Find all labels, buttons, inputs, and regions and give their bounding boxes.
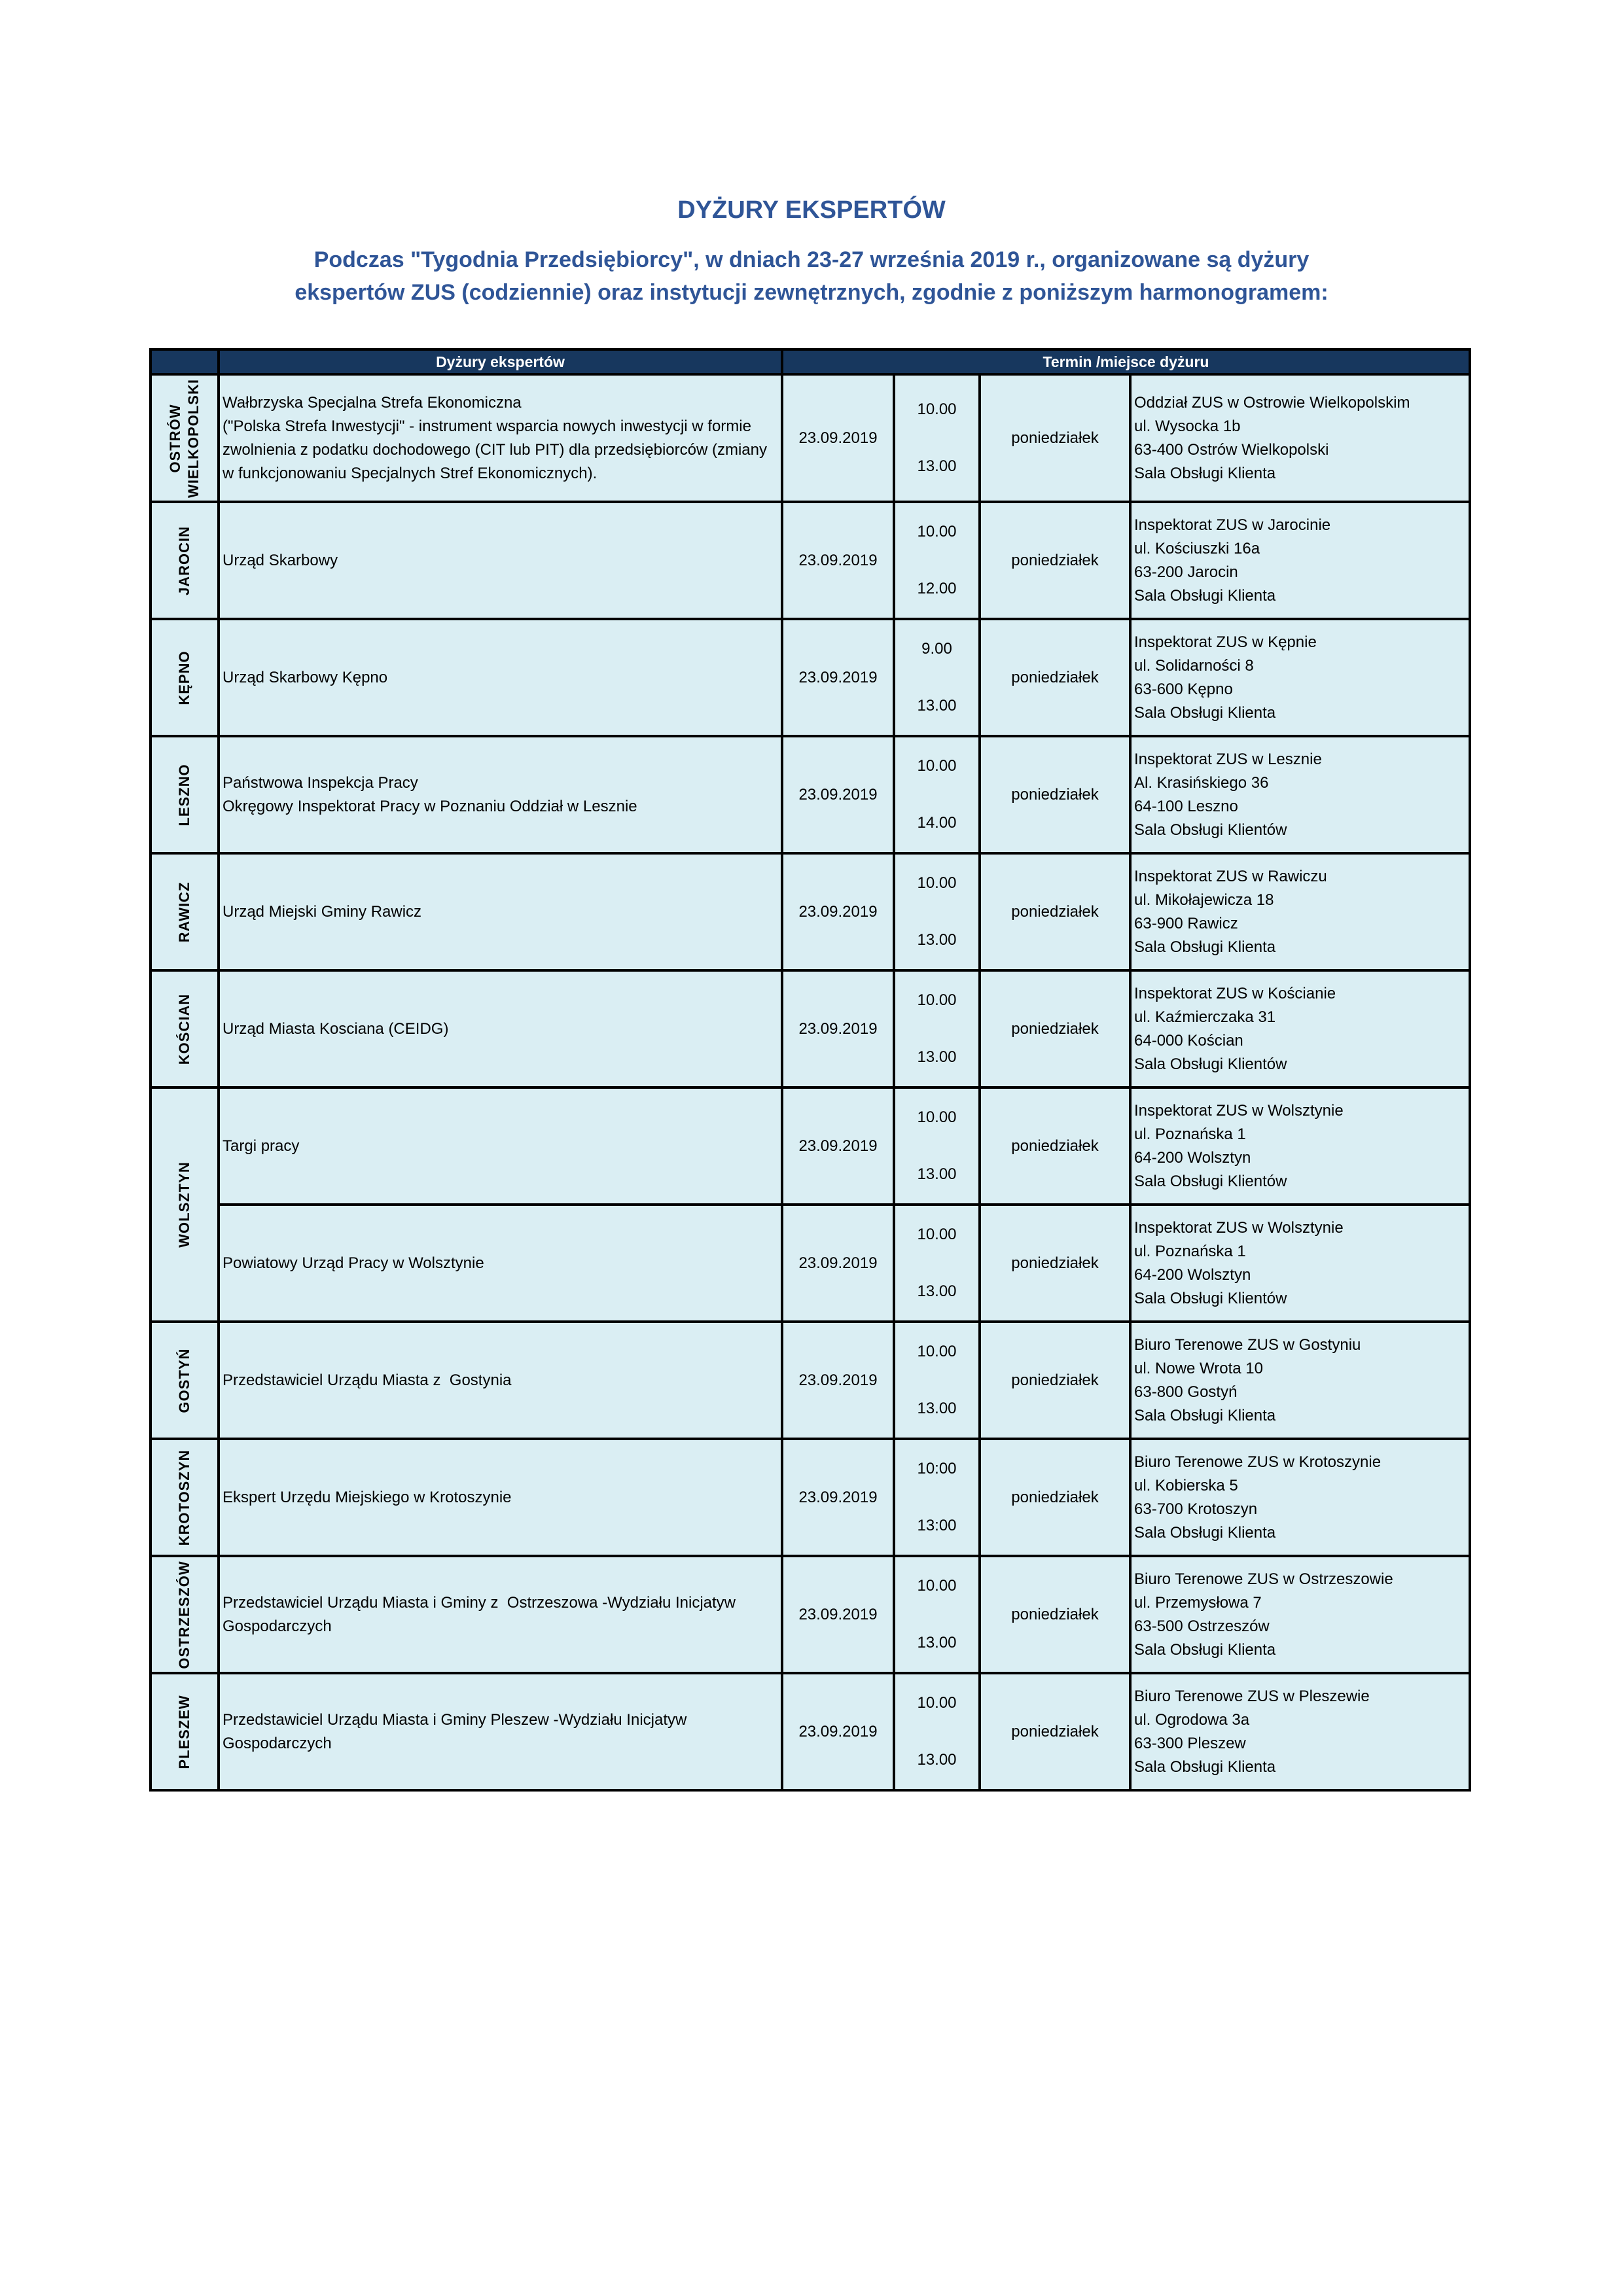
time-cell xyxy=(894,1439,980,1556)
expert-cell: Powiatowy Urząd Pracy w Wolsztynie xyxy=(219,1205,782,1322)
region-label: KĘPNO xyxy=(176,650,192,705)
time-cell xyxy=(894,1556,980,1673)
region-label: OSTRZESZÓW xyxy=(176,1560,192,1669)
term-header: Termin /miejsce dyżuru xyxy=(782,349,1470,374)
day-cell: poniedziałek xyxy=(980,1556,1130,1673)
region-label: LESZNO xyxy=(176,763,192,826)
experts-header: Dyżury ekspertów xyxy=(219,349,782,374)
expert-cell: Urząd Miejski Gminy Rawicz xyxy=(219,853,782,970)
time-cell xyxy=(894,970,980,1087)
page-title: DYŻURY EKSPERTÓW xyxy=(677,196,946,224)
day-cell: poniedziałek xyxy=(980,1439,1130,1556)
location-cell: Inspektorat ZUS w Lesznie Al. Krasińskiego 36 64-100 Leszno Sala Obsługi Klientów xyxy=(1130,736,1470,853)
time-from: 10.00 xyxy=(917,874,957,892)
time-cell xyxy=(894,374,980,502)
date-cell: 23.09.2019 xyxy=(782,1673,894,1790)
date-cell: 23.09.2019 xyxy=(782,1322,894,1439)
region-label: KOŚCIAN xyxy=(176,993,192,1065)
expert-cell: Urząd Skarbowy xyxy=(219,502,782,619)
time-cell xyxy=(894,502,980,619)
location-cell: Inspektorat ZUS w Rawiczu ul. Mikołajewicza 18 63-900 Rawicz Sala Obsługi Klienta xyxy=(1130,853,1470,970)
expert-cell: Urząd Miasta Kosciana (CEIDG) xyxy=(219,970,782,1087)
date-cell: 23.09.2019 xyxy=(782,1439,894,1556)
region-cell xyxy=(151,1439,219,1556)
time-cell xyxy=(894,1673,980,1790)
table-row xyxy=(151,1205,1470,1322)
day-cell: poniedziałek xyxy=(980,374,1130,502)
date-cell: 23.09.2019 xyxy=(782,970,894,1087)
date-cell: 23.09.2019 xyxy=(782,1205,894,1322)
time-cell xyxy=(894,853,980,970)
day-cell: poniedziałek xyxy=(980,619,1130,736)
expert-cell: Przedstawiciel Urządu Miasta z Gostynia xyxy=(219,1322,782,1439)
location-cell: Biuro Terenowe ZUS w Pleszewie ul. Ogrodowa 3a 63-300 Pleszew Sala Obsługi Klienta xyxy=(1130,1673,1470,1790)
location-cell: Inspektorat ZUS w Kościanie ul. Kaźmierczaka 31 64-000 Kościan Sala Obsługi Klientów xyxy=(1130,970,1470,1087)
time-to: 13.00 xyxy=(917,931,957,949)
date-cell: 23.09.2019 xyxy=(782,1556,894,1673)
region-header xyxy=(151,349,219,374)
time-to: 13.00 xyxy=(917,697,957,715)
region-cell xyxy=(151,619,219,736)
time-to: 13.00 xyxy=(917,1634,957,1651)
date-cell: 23.09.2019 xyxy=(782,502,894,619)
table-row xyxy=(151,853,1470,970)
location-cell: Biuro Terenowe ZUS w Ostrzeszowie ul. Przemysłowa 7 63-500 Ostrzeszów Sala Obsługi Klienta xyxy=(1130,1556,1470,1673)
expert-cell: Państwowa Inspekcja Pracy Okręgowy Inspektorat Pracy w Poznaniu Oddział w Lesznie xyxy=(219,736,782,853)
region-cell xyxy=(151,1673,219,1790)
time-from: 10.00 xyxy=(917,400,957,418)
day-cell: poniedziałek xyxy=(980,1673,1130,1790)
time-from: 10.00 xyxy=(917,1343,957,1360)
region-cell xyxy=(151,736,219,853)
table-row xyxy=(151,1556,1470,1673)
time-from: 10.00 xyxy=(917,757,957,775)
day-cell: poniedziałek xyxy=(980,1087,1130,1205)
time-from: 10:00 xyxy=(917,1460,957,1477)
region-cell xyxy=(151,970,219,1087)
expert-cell: Przedstawiciel Urządu Miasta i Gminy Pleszew -Wydziału Inicjatyw Gospodarczych xyxy=(219,1673,782,1790)
region-cell xyxy=(151,502,219,619)
table-row xyxy=(151,1087,1470,1205)
time-to: 13.00 xyxy=(917,1282,957,1300)
date-cell: 23.09.2019 xyxy=(782,1087,894,1205)
region-label: WOLSZTYN xyxy=(176,1161,192,1248)
location-cell: Oddział ZUS w Ostrowie Wielkopolskim ul. Wysocka 1b 63-400 Ostrów Wielkopolski Sala Obsługi Klienta xyxy=(1130,374,1470,502)
time-to: 12.00 xyxy=(917,580,957,597)
region-label: JAROCIN xyxy=(176,525,192,595)
date-cell: 23.09.2019 xyxy=(782,374,894,502)
time-to: 14.00 xyxy=(917,814,957,832)
time-cell xyxy=(894,736,980,853)
expert-cell: Ekspert Urzędu Miejskiego w Krotoszynie xyxy=(219,1439,782,1556)
time-cell xyxy=(894,1205,980,1322)
location-cell: Biuro Terenowe ZUS w Gostyniu ul. Nowe Wrota 10 63-800 Gostyń Sala Obsługi Klienta xyxy=(1130,1322,1470,1439)
table-row xyxy=(151,1673,1470,1790)
day-cell: poniedziałek xyxy=(980,1322,1130,1439)
time-from: 10.00 xyxy=(917,1226,957,1243)
time-from: 10.00 xyxy=(917,1108,957,1126)
time-from: 10.00 xyxy=(917,1577,957,1595)
region-cell xyxy=(151,853,219,970)
subtitle-line-1: Podczas "Tygodnia Przedsiębiorcy", w dniach 23-27 września 2019 r., organizowane są dyżury xyxy=(313,247,1310,272)
time-to: 13:00 xyxy=(917,1517,957,1534)
date-cell: 23.09.2019 xyxy=(782,736,894,853)
region-cell xyxy=(151,1556,219,1673)
time-from: 10.00 xyxy=(917,1694,957,1712)
time-from: 9.00 xyxy=(921,640,952,658)
region-cell xyxy=(151,1322,219,1439)
expert-cell: Przedstawiciel Urządu Miasta i Gminy z Ostrzeszowa -Wydziału Inicjatyw Gospodarczych xyxy=(219,1556,782,1673)
time-cell xyxy=(894,619,980,736)
region-label: GOSTYŃ xyxy=(176,1348,192,1413)
day-cell: poniedziałek xyxy=(980,970,1130,1087)
day-cell: poniedziałek xyxy=(980,736,1130,853)
expert-cell: Targi pracy xyxy=(219,1087,782,1205)
time-to: 13.00 xyxy=(917,1048,957,1066)
time-from: 10.00 xyxy=(917,991,957,1009)
region-label: KROTOSZYN xyxy=(176,1449,192,1545)
region-label: PLESZEW xyxy=(176,1694,192,1769)
location-cell: Inspektorat ZUS w Jarocinie ul. Kościuszki 16a 63-200 Jarocin Sala Obsługi Klienta xyxy=(1130,502,1470,619)
date-cell: 23.09.2019 xyxy=(782,619,894,736)
time-from: 10.00 xyxy=(917,523,957,540)
header-row xyxy=(151,349,1470,374)
expert-cell: Urząd Skarbowy Kępno xyxy=(219,619,782,736)
time-to: 13.00 xyxy=(917,1165,957,1183)
subtitle-line-2: ekspertów ZUS (codziennie) oraz instytucji zewnętrznych, zgodnie z poniższym harmonogramem: xyxy=(294,280,1329,305)
expert-cell: Wałbrzyska Specjalna Strefa Ekonomiczna ("Polska Strefa Inwestycji" - instrument wsparcia nowych inwestycji w formie zwolnienia z podatku dochodowego (CIT lub PIT) dla przedsiębiorców (zmiany w funkcjonowaniu Specjalnych Stref Ekonomicznych). xyxy=(219,374,782,502)
time-to: 13.00 xyxy=(917,457,957,475)
region-cell xyxy=(151,1087,219,1322)
location-cell: Biuro Terenowe ZUS w Krotoszynie ul. Kobierska 5 63-700 Krotoszyn Sala Obsługi Klienta xyxy=(1130,1439,1470,1556)
location-cell: Inspektorat ZUS w Kępnie ul. Solidarności 8 63-600 Kępno Sala Obsługi Klienta xyxy=(1130,619,1470,736)
location-cell: Inspektorat ZUS w Wolsztynie ul. Poznańska 1 64-200 Wolsztyn Sala Obsługi Klientów xyxy=(1130,1205,1470,1322)
day-cell: poniedziałek xyxy=(980,502,1130,619)
region-cell xyxy=(151,374,219,502)
time-cell xyxy=(894,1087,980,1205)
table-row xyxy=(151,619,1470,736)
day-cell: poniedziałek xyxy=(980,1205,1130,1322)
location-cell: Inspektorat ZUS w Wolsztynie ul. Poznańska 1 64-200 Wolsztyn Sala Obsługi Klientów xyxy=(1130,1087,1470,1205)
day-cell: poniedziałek xyxy=(980,853,1130,970)
time-cell xyxy=(894,1322,980,1439)
table-row xyxy=(151,736,1470,853)
table-row xyxy=(151,1322,1470,1439)
table-row xyxy=(151,502,1470,619)
table-row xyxy=(151,970,1470,1087)
region-label: RAWICZ xyxy=(176,881,192,942)
region-label: OSTRÓW WIELKOPOLSKI xyxy=(167,378,202,498)
table-row xyxy=(151,374,1470,502)
schedule-table xyxy=(149,348,1471,1792)
table-row xyxy=(151,1439,1470,1556)
time-to: 13.00 xyxy=(917,1751,957,1769)
time-to: 13.00 xyxy=(917,1400,957,1417)
date-cell: 23.09.2019 xyxy=(782,853,894,970)
